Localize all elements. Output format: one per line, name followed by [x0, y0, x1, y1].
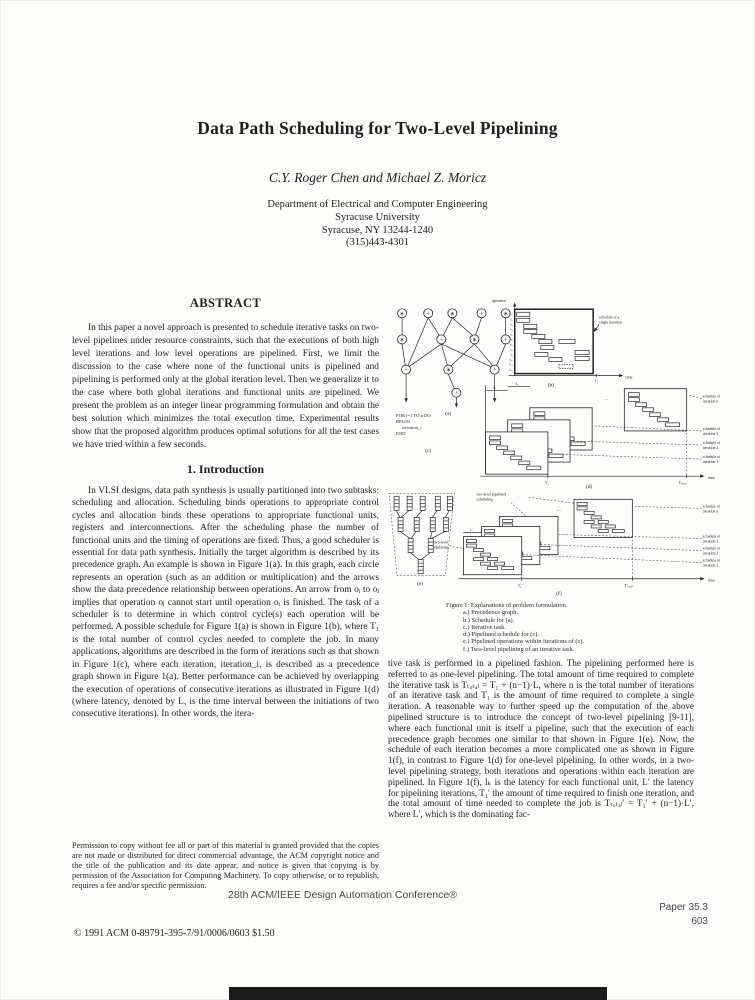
annot-single-iter-1: schedule of a	[599, 315, 620, 320]
tick-o12: o₁₂	[508, 367, 513, 372]
axis-t1: T₁	[594, 378, 599, 384]
latency-Lp: L′	[470, 527, 473, 532]
figure-1-illustration	[388, 295, 745, 597]
tick-o10: o₁₀	[508, 357, 513, 362]
right-column-text: tive task is performed in a pipelined fashion. The pipelining performed here is referred to as one-level pipelining. The total amount of time required to complete the iterative task is Tₜₒₜₐₗ = T₁ + (n−1)·L, where n is the total number of iterations of an iterative task and T₁ is the amount of time required to complete a single iteration. A reasonable way to further speed up the computation of the above pipelined structure is to introduce the concept of two-level pipelining [9-11], where each functional unit is itself a pipeline, such that the execution of each precedence graph becomes one similar to that shown in Figure 1(e). Now, the schedule of each iteration becomes a more complicated one as shown in Figure 1(f), in contrast to Figure 1(d) for one-level pipelining. In other words, in a two-level pipelining strategy, both iterations and operations within each iteration are pipelined. In Figure 1(f), lₖ is the latency for each functional unit, L′ the latency for pipelining iterations, T₁′ the amount of time required to finish one iteration, and the total amount of time needed to complete the job is Tₜₒₜₐₗ′ = T₁′ + (n−1)·L′, where L′, which is the dominating fac-	[388, 658, 694, 820]
figure-caption	[446, 602, 745, 653]
latency-L-1: L	[493, 385, 496, 391]
ellipsis-d: ...	[604, 396, 608, 402]
figure-caption-title: Figure 1: Explanations of problem formulation.	[446, 602, 568, 609]
figure-label-b: (b)	[547, 382, 555, 389]
tick-o2: o₂	[509, 317, 513, 322]
pseudocode-line-3: iteration_i	[402, 424, 422, 430]
op-glyph: +	[454, 390, 459, 397]
permission-footnote: Permission to copy without fee all or part of this material is granted provided that the copies are not made or distributed for direct commercial advantage, the ACM copyright notice and the title of the publication and its date appear, and notice is given that copying is by permission of the Association for Computing Machinery. To copy otherwise, or to republish, requires a fee and/or specific permission.	[72, 841, 379, 890]
label-sched-1-1: schedule of	[702, 455, 721, 460]
affiliation-city: Syracuse, NY 13244-1240	[321, 224, 434, 236]
axis-label-operation: operation	[491, 299, 506, 304]
label-sched-2-1: schedule of	[702, 440, 721, 445]
affiliation-university: Syracuse University	[335, 211, 420, 223]
annot-two-level-1: two-level pipelined	[476, 492, 507, 497]
axis-t1-d: T₁	[544, 480, 549, 486]
pseudocode-line-1: FOR i=1 TO n DO	[396, 412, 431, 418]
op-glyph: ∗	[445, 367, 451, 374]
f-label-sched-3-2: iteration 3	[702, 539, 719, 544]
caption-item-c: c.) Iterative task.	[463, 623, 506, 631]
op-glyph: ∗	[399, 337, 405, 344]
op-glyph: +	[426, 311, 430, 318]
axis-ttotalp: T′ₜₒₜₐₗ	[624, 582, 633, 588]
abstract-text: In this paper a novel approach is presented to schedule iterative tasks on two-level pipelines under resource constraints, such that the executions of both high level iterations and low level operations are pipelined. First, we limit the discussion to the case where none of the functional units is pipelined and pipelining is performed only at the global iteration level. Then we generalize it to the case where both global iterations and functional units are pipelined. We present the problem as an integer linear programming formulation and obtain the best solution which minimizes the total execution time. Experimental results show that the proposed algorithm produces optimal solutions for all the test cases we have tried within a few seconds.	[72, 323, 379, 450]
authors: C.Y. Roger Chen and Michael Z. Moricz	[268, 170, 487, 185]
label-sched-n-2: iteration n	[702, 399, 719, 404]
caption-item-f: f.) Two-level pipelining of an iterative task.	[463, 645, 575, 653]
op-glyph: +	[439, 337, 444, 344]
f-label-sched-3-1: schedule of	[702, 534, 721, 539]
figure-part-c-iterative-task	[396, 413, 431, 454]
op-glyph: +	[492, 367, 497, 374]
f-label-sched-1-2: iteration 1	[702, 563, 719, 568]
caption-item-e: e.) Pipelined operations within iterations of (c).	[463, 638, 585, 646]
affiliation	[0, 199, 755, 250]
figure-part-a-precedence-graph	[398, 309, 511, 417]
op-glyph: ∗	[471, 337, 478, 344]
scan-artifact-bar	[229, 987, 607, 1000]
op-glyph: +	[503, 337, 508, 344]
caption-item-a: a.) Precedence graph.	[463, 609, 518, 617]
figure-label-c: (c)	[425, 448, 432, 455]
op-glyph: ∗	[449, 311, 455, 318]
axis-ttotal: Tₜₒₜₐₗ	[678, 480, 687, 486]
figure-label-e: (e)	[417, 580, 424, 587]
op-glyph: ∗	[399, 311, 405, 318]
label-sched-3-2: iteration 3	[702, 431, 719, 436]
f-label-sched-n-2: iteration n	[702, 509, 719, 514]
pseudocode-line-4: END	[396, 430, 406, 436]
f-label-sched-2-1: schedule of	[702, 546, 721, 551]
tick-o5: o₅	[509, 332, 513, 337]
axis-t1p: T₁′	[517, 582, 523, 588]
figure-label-a: (a)	[445, 410, 452, 417]
op-glyph: +	[404, 367, 408, 374]
axis-time: time	[625, 374, 633, 380]
page-number: 603	[691, 916, 708, 927]
tick-o7: o₇	[509, 342, 513, 347]
ellipsis-f: ...	[556, 507, 561, 513]
annot-two-level-left-1: two-level	[433, 540, 449, 545]
label-sched-2-2: iteration 2	[702, 446, 719, 451]
tick-o11: o₁₁	[508, 362, 513, 367]
label-sched-n-1: schedule of	[702, 394, 721, 399]
annot-two-level-left-2: pipelining	[432, 545, 449, 550]
introduction-heading: 1. Introduction	[186, 462, 265, 476]
paper-title: Data Path Scheduling for Two-Level Pipelining	[197, 118, 558, 138]
annot-single-iter-2: single iteration	[599, 320, 622, 325]
op-glyph: +	[479, 311, 484, 318]
figure-part-d-pipelined-schedule	[481, 378, 721, 491]
tick-o3: o₃	[509, 322, 513, 327]
axis-time-d: time	[707, 475, 715, 481]
abstract-heading: ABSTRACT	[189, 296, 262, 310]
tick-o1: o₁	[509, 312, 513, 317]
f-label-sched-2-2: iteration 2	[702, 551, 719, 556]
figure-label-d: (d)	[585, 484, 593, 491]
tick-o9: o₉	[509, 352, 513, 357]
annot-two-level-2: scheduling	[476, 497, 494, 502]
tick-o6: o₆	[509, 337, 513, 342]
label-sched-3-1: schedule of	[702, 426, 721, 431]
affiliation-phone: (315)443-4301	[346, 237, 409, 249]
tick-o4: o₄	[509, 327, 513, 332]
tick-o8: o₈	[509, 347, 513, 352]
axis-time-f: time	[707, 577, 715, 583]
paper-number: Paper 35.3	[659, 902, 708, 913]
affiliation-department: Department of Electrical and Computer Engineering	[267, 199, 488, 210]
op-glyph: ∗	[503, 311, 509, 318]
figure-label-f: (f)	[556, 590, 562, 597]
right-column	[388, 295, 745, 820]
caption-item-d: d.) Pipelined schedule for (c).	[463, 631, 539, 639]
left-column	[72, 296, 379, 721]
f-label-sched-1-1: schedule of	[702, 558, 721, 563]
latency-L-2: L	[515, 381, 518, 387]
figure-part-f-two-level	[433, 492, 721, 597]
pseudocode-line-2: BEGIN	[396, 418, 411, 424]
caption-item-b: b.) Schedule for (a).	[463, 616, 515, 624]
f-label-sched-n-1: schedule of	[702, 504, 721, 509]
copyright-line: © 1991 ACM 0-89791-395-7/91/0006/0603 $1.50	[74, 928, 275, 939]
conference-line: 28th ACM/IEEE Design Automation Conference®	[228, 889, 457, 901]
figure-part-b-schedule	[491, 299, 633, 391]
paper-header	[0, 0, 755, 250]
label-sched-1-2: iteration 1	[702, 460, 719, 465]
introduction-text: In VLSI designs, data path synthesis is usually partitioned into two subtasks: scheduling and allocation. Scheduling binds operations to appropriate control cycles and allocation binds these operations to appropriate functional units, registers and interconnections. After the scheduling phase the number of functional units and the timing of operations are fixed. Thus, a good scheduler is essential for data path synthesis. Initially the target algorithm is described by its precedence graph. An example is shown in Figure 1(a). In this graph, each circle represents an operation (such as an addition or multiplication) and the arrows show the data precedence relationship between operations. An arrow from oᵢ to oⱼ implies that operation oⱼ cannot start until operation oᵢ is finished. The task of a scheduler is to determine in which control cycle(s) each operation will be performed. A possible schedule for Figure 1(a) is shown in Figure 1(b), where T₁ is the total number of control cycles needed to complete the job. In many applications, algorithms are described in the form of iterations such as that shown in Figure 1(c), where each iteration, iteration_i, is described as a precedence graph shown in Figure 1(a). Better performance can be achieved by overlapping the execution of operations of consecutive iterations as illustrated in Figure 1(d) (where latency, denoted by L, is the time interval between the initiations of two consecutive iterations). In other words, the itera-	[72, 486, 379, 720]
